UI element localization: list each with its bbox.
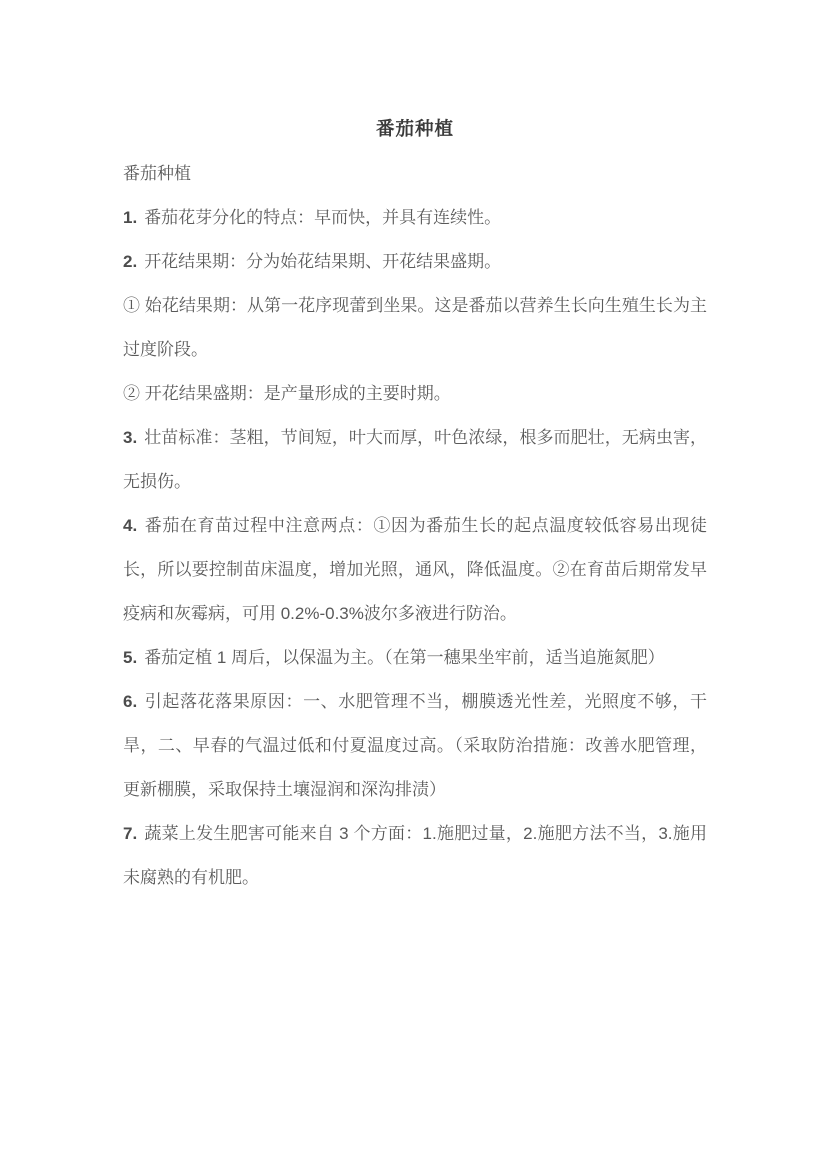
paragraph (123, 636, 707, 680)
paragraph (123, 416, 707, 504)
paragraph-text: 引起落花落果原因：一、水肥管理不当，棚膜透光性差，光照度不够，干旱，二、早春的气温过低和付夏温度过高。（采取防治措施：改善水肥管理，更新棚膜，采取保持土壤湿润和深沟排渍） (123, 692, 707, 799)
paragraph (123, 240, 707, 284)
paragraph-text: 番茄在育苗过程中注意两点：①因为番茄生长的起点温度较低容易出现徒长，所以要控制苗床温度，增加光照，通风，降低温度。②在育苗后期常发早疫病和灰霉病，可用 0.2%-0.3%波尔多液进行防治。 (123, 516, 707, 623)
paragraph-text: 蔬菜上发生肥害可能来自 3 个方面：1.施肥过量，2.施肥方法不当，3.施用未腐熟的有机肥。 (123, 824, 707, 887)
paragraph-text: 番茄定植 1 周后，以保温为主。（在第一穗果坐牢前，适当追施氮肥） (144, 648, 665, 667)
paragraph-text: 番茄花芽分化的特点：早而快，并具有连续性。 (144, 208, 502, 227)
list-number: 4. (123, 516, 138, 535)
list-number: 6. (123, 692, 138, 711)
paragraph (123, 812, 707, 900)
paragraph (123, 284, 707, 372)
list-number: 7. (123, 824, 138, 843)
paragraph (123, 372, 707, 416)
list-number: 2. (123, 252, 138, 271)
paragraph-text: 开花结果期：分为始花结果期、开花结果盛期。 (144, 252, 502, 271)
paragraph (123, 504, 707, 636)
paragraph-text: ② 开花结果盛期：是产量形成的主要时期。 (123, 384, 451, 403)
paragraph-text: ① 始花结果期：从第一花序现蕾到坐果。这是番茄以营养生长向生殖生长为主过度阶段。 (123, 296, 707, 359)
document-title: 番茄种植 (375, 120, 454, 140)
paragraph-text: 壮苗标准：茎粗，节间短，叶大而厚，叶色浓绿，根多而肥壮，无病虫害，无损伤。 (123, 428, 707, 491)
list-number: 5. (123, 648, 138, 667)
paragraph-text: 番茄种植 (123, 164, 191, 183)
paragraph (123, 680, 707, 812)
list-number: 1. (123, 208, 138, 227)
list-number: 3. (123, 428, 138, 447)
paragraph (123, 152, 707, 196)
paragraph (123, 196, 707, 240)
